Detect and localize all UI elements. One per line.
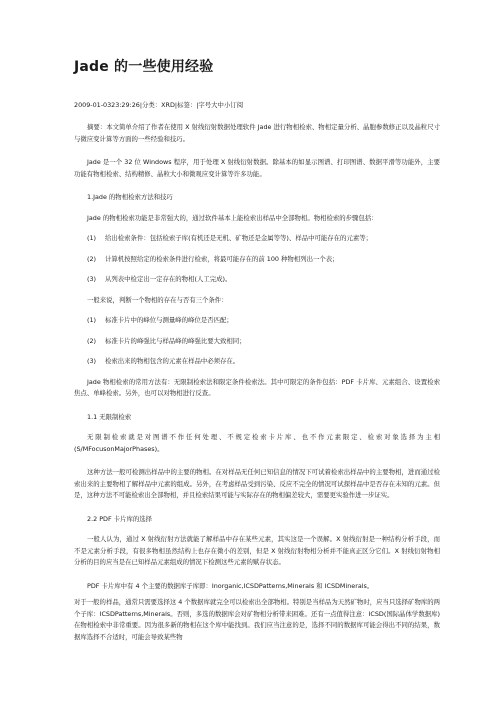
- section-2-2-paragraph-3: 对于一般的样品，通常只需要选择这 4 个数据库就完全可以检索出全部物相。特别是当样品为天然矿物时，应当只选择矿物库的两个子库：ICSDPatterns,Minerals。否则，多选的数据库会对矿物相分析带来困难。还有一点值得注意：ICSD(国际晶体学数据库)在物相检索中非常重要。因为很多新的物相在这个库中能找到。我们应当注意的是，选择不同的数据库可能会得出不同的结果，数据库选择不合适时，可能会导致某些物: [74, 598, 441, 641]
- section-1-1-paragraph-1: 无限制检索就是对图谱不作任何处理、不规定检索卡片库、也不作元素限定、检索对象选择为主相(S/MFocusonMajorPhases)。: [74, 433, 440, 453]
- page-title: Jade 的一些使用经验: [74, 59, 214, 75]
- list-text: 计算机按照给定的检索条件进行检索，将最可能存在的前 100 种物相列出一个表；: [105, 254, 339, 263]
- section-1-1-heading: 1.1 无限制检索: [87, 412, 132, 421]
- list-text: 给出检索条件：包括检索子库(有机还是无机、矿物还是金属等等)、样品中可能存在的元素等；: [105, 234, 373, 242]
- post-meta: 2009-01-0323:29:26|分类：XRD|标签：|字号大中小订阅: [74, 101, 244, 109]
- section-1-paragraph-3: Jade 物相检索的常用方法有：无限制检索法和限定条件检索法。其中可限定的条件包括：PDF 卡片库、元素组合、设置检索焦点、单峰检索。另外，也可以对物相进行反查。: [74, 377, 440, 397]
- list-item: [74, 356, 440, 368]
- section-1-1-paragraph-2: 这种方法一般可检测出样品中的主要的物相。在对样品无任何已知信息的情况下可试着检索出样品中的主要物相，进而通过检索出来的主要物相了解样品中元素的组成。另外，在考虑样品受到污染、反应不完全的情况可试探样品中是否存在未知的元素。但是，这种方法不可能检索出全部物相，并且检索结果可能与实际存在的物相偏差较大，需要更实验作进一步证实。: [74, 468, 440, 499]
- list-text: 标准卡片的峰强比与样品峰的峰强比要大致相同；: [105, 336, 246, 345]
- section-2-2-heading: 2.2 PDF 卡片库的选择: [87, 514, 153, 523]
- list-number: (3): [87, 357, 97, 365]
- list-number: (1): [87, 234, 97, 242]
- list-item: [74, 274, 440, 286]
- section-1-heading: 1.Jade 的物相检索方法和技巧: [87, 193, 173, 201]
- list-item: [74, 336, 440, 348]
- section-2-2-paragraph-2: PDF 卡片库中有 4 个主要的数据库子库即：Inorganic,ICSDPatterns,Minerals 和 ICSDMinerals。: [87, 581, 374, 590]
- section-2-2-paragraph-1: 一般人认为，通过 X 射线衍射方法就能了解样品中存在某些元素，其实这是一个误解。X 射线衍射是一种结构分析手段，而不是元素分析手段，有很多物相虽然结构上也存在微小的差别，但是 X 射线衍射物相分析并不能真正区分它们。X 射线衍射物相分析的目的应当是在已知样品元素组成的情况下检测这些元素的赋存状态。: [74, 535, 440, 566]
- list-text: 标准卡片中的峰位与测量峰的峰位是否匹配；: [105, 316, 233, 324]
- list-item: [74, 233, 440, 245]
- list-number: (1): [87, 316, 97, 324]
- list-number: (2): [87, 336, 97, 345]
- list-item: [74, 315, 440, 327]
- intro-paragraph: Jade 是一个 32 位 Windows 程序，用于处理 X 射线衍射数据。除基本的如显示图谱、打印图谱、数据平滑等功能外，主要功能有物相检索、结构精修、晶粒大小和微观应变计算等许多功能。: [74, 158, 440, 178]
- list-text: 从列表中检定出一定存在的物相(人工完成)。: [105, 275, 232, 283]
- abstract-paragraph: 摘要：本文简单介绍了作者在使用 X 射线衍射数据处理软件 Jade 进行物相检索、物相定量分析、晶胞参数修正以及晶粒尺寸与微应变计算等方面的一些经验和技巧。: [74, 123, 440, 143]
- list-text: 检索出来的物相包含的元素在样品中必须存在。: [105, 357, 240, 365]
- section-1-paragraph-2: 一般来说，判断一个物相的存在与否有三个条件：: [87, 295, 228, 304]
- list-number: (3): [87, 275, 97, 283]
- section-1-paragraph-1: Jade 的物相检索功能是非常强大的，通过软件基本上能检索出样品中全部物相。物相检索的步骤包括：: [87, 213, 378, 222]
- list-item: [74, 254, 440, 266]
- list-number: (2): [87, 254, 97, 263]
